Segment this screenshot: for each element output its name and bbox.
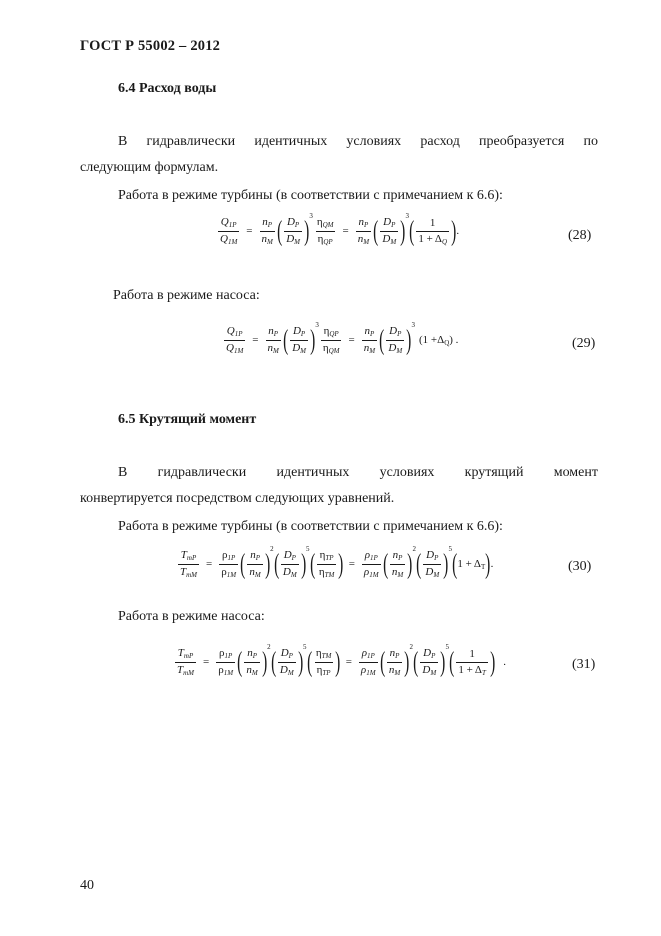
paragraph-6-4-line2: следующим формулам. [80, 160, 219, 175]
equation-number-31: (31) [572, 657, 596, 672]
turbine-mode-label-6-5: Работа в режиме турбины (в соответствии с примечанием к 6.6): [118, 519, 503, 534]
paragraph-6-4-line1: В гидравлически идентичных условиях расход преобразуется по [118, 134, 598, 149]
section-title-6-4: 6.4 Расход воды [118, 81, 217, 96]
equation-30: $T_{mP}$ $T_{mM}$ = $\frac{\rho_{1P}}{\rho_{1M}}$ ( $n_P$ $n_M$ ) 2 ( $D_P$ $D_M$ ) 5 ( $\eta_{TP}$ $\eta_{TM}$ ) = $\frac{\rho_{1P}}{\rho_{1M}}$ ( $n_P$ $n_M$ ) 2 ( $D_P$ $D_M$ ) 5 ( $1 + \Delta_T$ ) . [180, 545, 494, 580]
equation-number-29: (29) [572, 336, 596, 351]
paragraph-6-5-line1: В гидравлически идентичных условиях крутящий момент [118, 465, 598, 480]
equation-number-28: (28) [568, 228, 592, 243]
pump-mode-label-6-4: Работа в режиме насоса: [113, 288, 260, 303]
page-number: 40 [80, 878, 94, 893]
turbine-mode-label-6-4: Работа в режиме турбины (в соответствии с примечанием к 6.6): [118, 188, 503, 203]
section-title-6-5: 6.5 Крутящий момент [118, 412, 257, 427]
equation-31: $T_{mP}$ $T_{mM}$ = $\frac{\rho_{1P}}{\rho_{1M}}$ ( $n_P$ $n_M$ ) 2 ( $D_P$ $D_M$ ) 5 ( $\eta_{TM}$ $\eta_{TP}$ ) = $\frac{\rho_{1P}}{\rho_{1M}}$ ( $n_P$ $n_M$ ) 2 ( $D_P$ $D_M$ ) 5 ( 1 $1 + \Delta_T$ ) . [177, 643, 506, 678]
paragraph-6-5-line2: конвертируется посредством следующих уравнений. [80, 491, 395, 506]
equation-number-30: (30) [568, 559, 592, 574]
document-header: ГОСТ Р 55002 – 2012 [80, 38, 221, 54]
pump-mode-label-6-5: Работа в режиме насоса: [118, 609, 265, 624]
equation-28: $\frac{Q_{1P}}{Q_{1M}}$ = $\frac{n_P}{n_M}$ ( $D_P$ $D_M$ ) 3 $\eta_{QM}$ $\eta_{QP}$ = $\frac{n_P}{n_M}$ ( $D_P$ $D_M$ ) 3 ( 1 $1 + \Delta_Q$ ) . [220, 212, 460, 247]
equation-29: $\frac{Q_{1P}}{Q_{1M}}$ = $\frac{n_P}{n_M}$ ( $D_P$ $D_M$ ) 3 $\eta_{QP}$ $\eta_{QM}$ = $\frac{n_P}{n_M}$ ( $D_P$ $D_M$ ) 3 $(1 +\Delta_Q)$ . [226, 321, 459, 356]
